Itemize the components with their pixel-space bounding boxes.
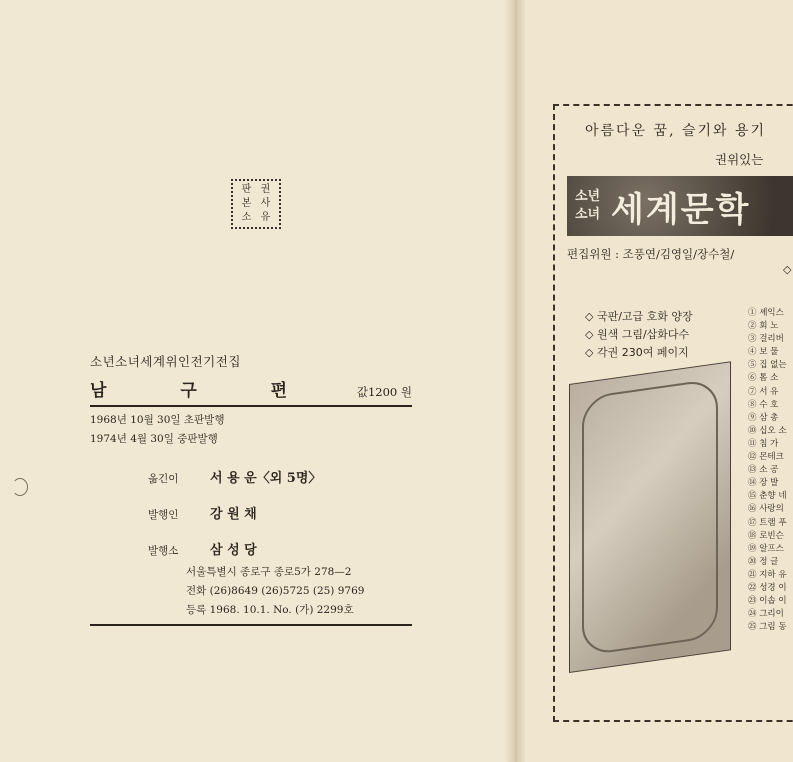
title-item: ② 회 노 <box>748 321 779 332</box>
title-item: ⑭ 장 발 <box>748 478 779 489</box>
diamond-icon: ◇ <box>783 263 792 276</box>
title-item: ⑦ 서 유 <box>748 386 779 397</box>
credit-value: 서 용 운〈외 5명〉 <box>210 471 322 486</box>
book-photo <box>569 361 731 673</box>
title-item: ① 셰익스 <box>748 308 784 318</box>
feature-item: ◇ 각권 230여 페이지 <box>585 344 693 362</box>
banner-big-text: 세계문학 <box>611 189 751 230</box>
feature-item: ◇ 원색 그림/삽화다수 <box>585 326 693 344</box>
ad-subtag: 권위있는 <box>715 152 764 167</box>
title-row <box>90 376 412 407</box>
banner-small-line: 소녀 <box>575 207 601 222</box>
address-line: 전화 (26)8649 (26)5725 (25) 9769 <box>186 585 365 597</box>
binding-hole <box>12 478 28 496</box>
stamp-char: 권 <box>260 184 271 195</box>
title-item: ⑤ 집 없는 <box>748 360 787 371</box>
stamp-char: 사 <box>260 198 271 209</box>
ad-editors: 편집위원 : 조풍연/김영일/장수철/ <box>567 247 735 261</box>
title-item: ⑱ 로빈슨 <box>748 530 784 541</box>
price: 값1200 원 <box>356 385 412 399</box>
title-item: ⑬ 소 공 <box>748 465 779 476</box>
credit-label: 옮긴이 <box>148 473 179 485</box>
address-line: 등록 1968. 10.1. No. (가) 2299호 <box>186 604 354 616</box>
title-item: ⑪ 침 가 <box>748 438 779 449</box>
stamp-char: 유 <box>260 212 271 223</box>
title-item: ㉒ 성경 이 <box>748 582 787 593</box>
title-item: ⑧ 수 호 <box>748 399 779 410</box>
stamp-char: 판 <box>241 184 252 195</box>
edition-line: 1968년 10월 30일 초판발행 <box>90 414 225 426</box>
edition-dates <box>90 411 412 449</box>
credits <box>90 467 412 575</box>
title-item: ㉔ 그리이 <box>748 609 784 620</box>
ad-features <box>585 308 693 362</box>
advertisement <box>553 104 793 722</box>
credit-label: 발행인 <box>148 509 179 521</box>
title-item: ⑳ 정 글 <box>748 556 779 567</box>
credit-label: 발행소 <box>148 545 179 557</box>
edition-line: 1974년 4월 30일 중판발행 <box>90 433 218 445</box>
title-item: ⑨ 삼 총 <box>748 412 779 423</box>
credit-value: 강 원 채 <box>210 507 257 522</box>
feature-item: ◇ 국판/고급 호화 양장 <box>585 308 693 326</box>
book-title: 남 구 편 <box>90 381 322 401</box>
title-item: ③ 걸리버 <box>748 334 784 345</box>
stamp-char: 소 <box>241 212 252 223</box>
bottom-rule <box>90 624 412 626</box>
ad-banner <box>567 176 793 236</box>
title-item: ㉕ 그림 동 <box>748 622 787 633</box>
title-item: ⑲ 알프스 <box>748 543 784 554</box>
title-item: ⑰ 트램 푸 <box>748 517 787 528</box>
credit-translator <box>148 467 412 503</box>
colophon <box>90 352 412 626</box>
address-line: 서울특별시 종로구 종로5가 278—2 <box>186 566 352 578</box>
ad-tagline: 아름다운 꿈, 슬기와 용기 <box>585 123 767 139</box>
title-item: ⑥ 톰 소 <box>748 373 779 384</box>
title-item: ⑩ 십오 소 <box>748 425 787 436</box>
title-item: ㉓ 이솝 이 <box>748 596 787 607</box>
credit-value: 삼 성 당 <box>210 543 257 558</box>
banner-small-text <box>567 188 611 224</box>
credit-publisher <box>148 503 412 539</box>
ad-title-list <box>748 307 787 634</box>
title-item: ⑫ 몬테크 <box>748 452 784 463</box>
title-item: ㉑ 지하 유 <box>748 569 787 580</box>
stamp-char: 본 <box>241 198 252 209</box>
publisher-address <box>186 563 412 620</box>
copyright-stamp <box>231 179 281 229</box>
title-item: ⑯ 사랑의 <box>748 504 784 515</box>
banner-small-line: 소년 <box>575 189 601 204</box>
series-title: 소년소녀세계위인전기전집 <box>90 354 241 369</box>
title-item: ⑮ 춘향 네 <box>748 491 787 502</box>
title-item: ④ 보 물 <box>748 347 779 358</box>
book-gutter <box>505 0 527 762</box>
